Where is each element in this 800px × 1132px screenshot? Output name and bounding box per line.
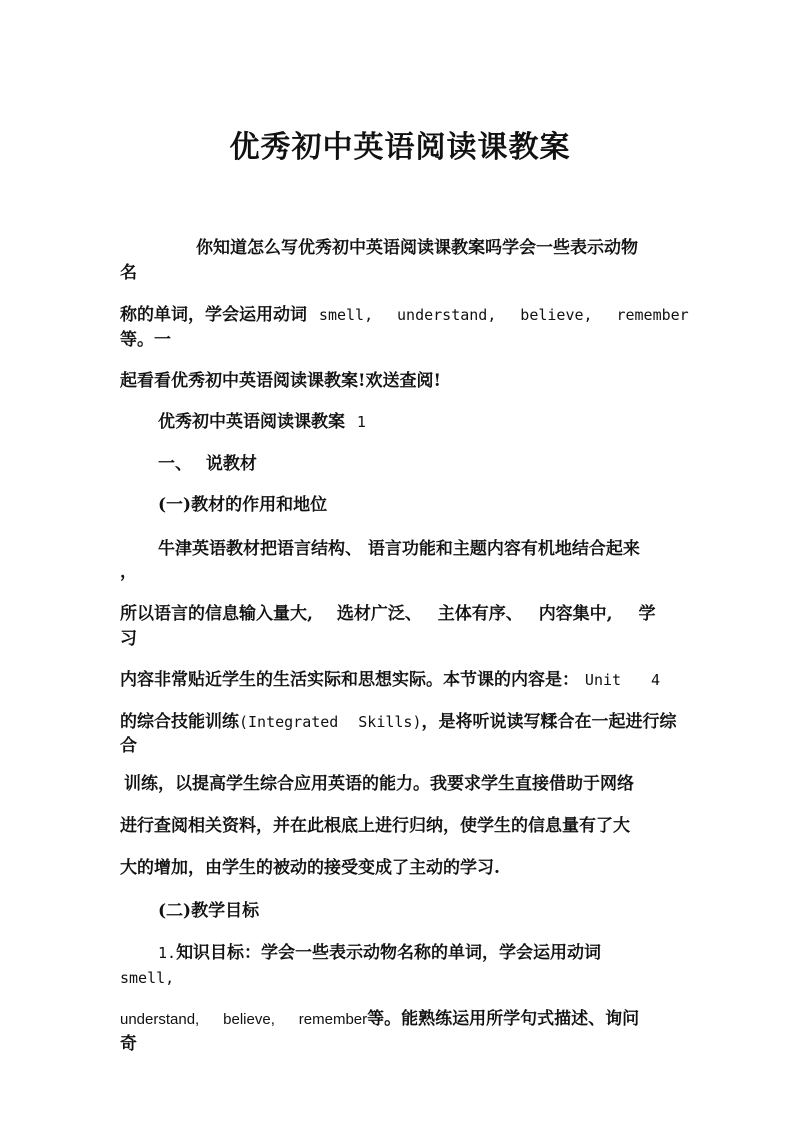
subheading-2: (二)教学目标 <box>158 901 260 921</box>
para1-line-2: ， <box>120 562 137 582</box>
section-heading <box>158 410 366 434</box>
para1-line-3-e: 学 <box>638 604 656 624</box>
section-number: 1 <box>356 413 366 431</box>
para1-skills: Skills) <box>358 713 422 731</box>
para1-line-6-a: 的综合技能训练 <box>120 712 239 732</box>
para1-line-4: 习 <box>120 629 137 649</box>
intro-line-2: 名 <box>120 263 137 283</box>
intro-word-remember: remember <box>616 306 689 324</box>
goal1-line-1 <box>158 941 601 965</box>
goal1-word-believe: believe, <box>223 1011 275 1028</box>
goal1-word-understand: understand, <box>120 1011 200 1028</box>
para1-integrated: (Integrated <box>239 713 339 731</box>
intro-word-understand: understand, <box>397 306 497 324</box>
part1-heading <box>158 452 257 476</box>
para1-line-3-c: 主体有序、 <box>437 604 523 624</box>
para1-line-5-a: 内容非常贴近学生的生活实际和思想实际。本节课的内容是： <box>120 670 579 690</box>
goal1-line-3-text: 等。能熟练运用所学句式描述、询问 <box>367 1009 640 1029</box>
para1-line-6-d: ，是将听说读写糅合在一起进行综 <box>421 712 677 732</box>
intro-line-1: 你知道怎么写优秀初中英语阅读课教案吗学会一些表示动物 <box>196 238 638 258</box>
part1-number: 一、 <box>158 454 192 474</box>
para1-line-3-a: 所以语言的信息输入量大, <box>120 604 313 624</box>
goal1-line-1-text: 知识目标：学会一些表示动物名称的单词，学会运用动词 <box>176 943 602 963</box>
part1-title: 说教材 <box>205 454 257 474</box>
intro-line-3 <box>120 303 689 327</box>
goal1-word-remember: remember <box>298 1011 368 1028</box>
para1-line-8: 训练，以提高学生综合应用英语的能力。我要求学生直接借助于网络 <box>124 774 634 794</box>
subheading-1: (一)教材的作用和地位 <box>158 495 328 515</box>
para1-unit-number: 4 <box>650 671 660 689</box>
intro-word-smell: smell, <box>318 306 374 324</box>
goal1-line-3 <box>120 1007 639 1032</box>
para1-line-3 <box>120 602 656 626</box>
para1-line-10: 大的增加，由学生的被动的接受变成了主动的学习. <box>120 858 500 878</box>
para1-line-1: 牛津英语教材把语言结构、 语言功能和主题内容有机地结合起来 <box>158 539 640 559</box>
goal1-line-4: 奇 <box>120 1034 137 1054</box>
para1-line-9: 进行查阅相关资料，并在此根底上进行归纳，使学生的信息量有了大 <box>120 816 630 836</box>
para1-line-7: 合 <box>120 736 137 756</box>
goal1-number: 1. <box>158 944 177 962</box>
goal1-line-2: smell, <box>120 969 175 987</box>
intro-line-5: 起看看优秀初中英语阅读课教案!欢送查阅! <box>120 371 441 391</box>
para1-line-3-b: 选材广泛、 <box>336 604 422 624</box>
para1-line-5 <box>120 668 660 692</box>
section-heading-text: 优秀初中英语阅读课教案 <box>158 412 345 432</box>
para1-unit: Unit <box>584 671 622 689</box>
document-title: 优秀初中英语阅读课教案 <box>229 130 571 165</box>
intro-line-3-text: 称的单词，学会运用动词 <box>120 305 307 325</box>
para1-line-3-d: 内容集中, <box>538 604 613 624</box>
intro-line-4: 等。一 <box>120 330 171 350</box>
intro-word-believe: believe, <box>520 306 593 324</box>
para1-line-6 <box>120 710 676 734</box>
